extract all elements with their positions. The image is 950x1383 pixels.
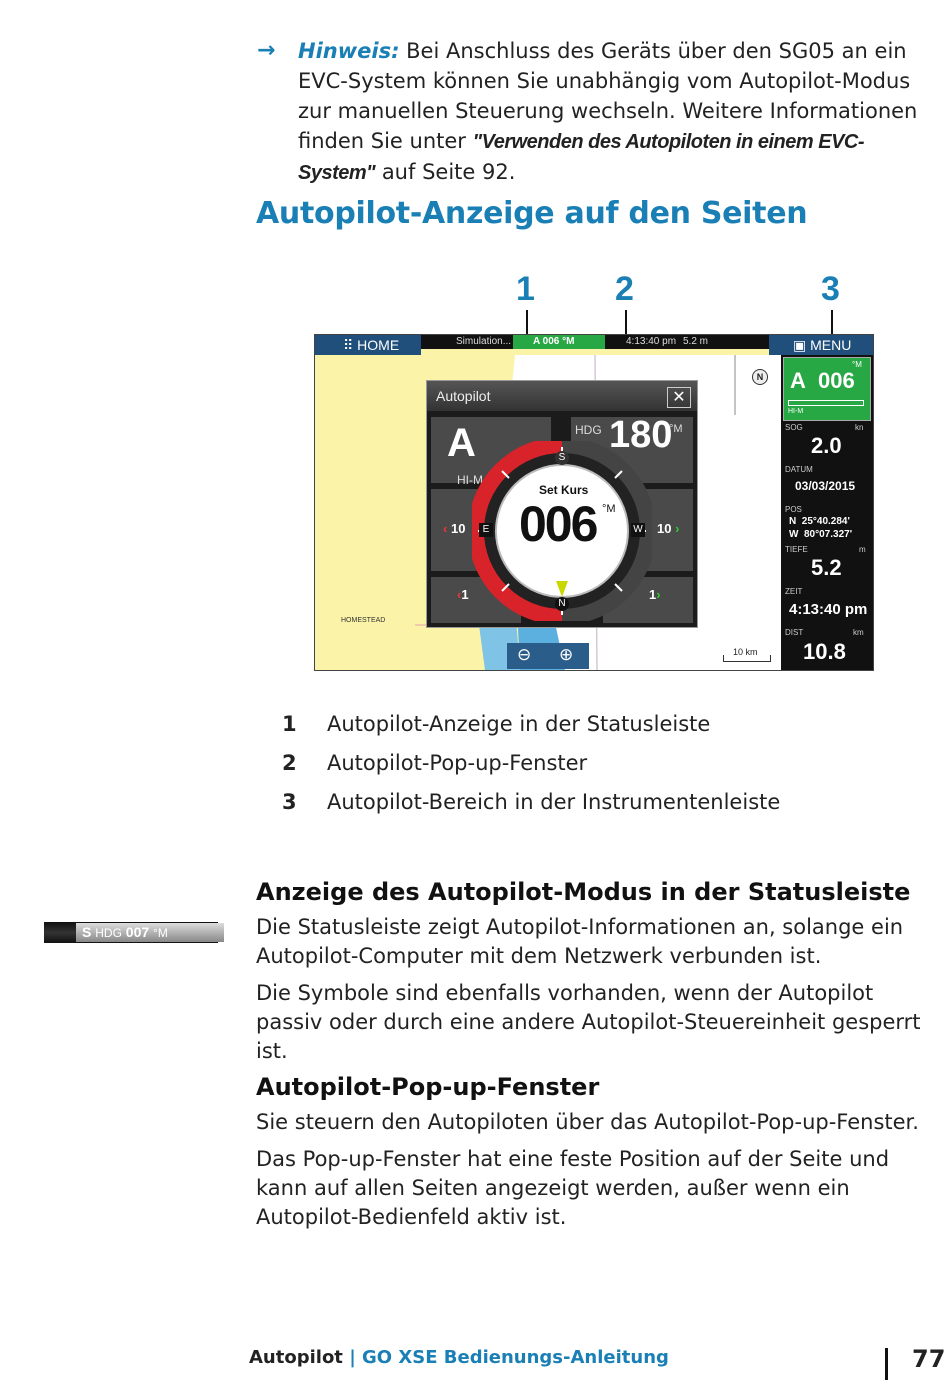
scale-label: 10 km [733, 647, 758, 657]
callout-2: 2 [615, 270, 634, 308]
dist-label: DIST [785, 628, 804, 637]
mode-sub: HI-M [457, 473, 483, 487]
compass-w: W [631, 523, 645, 537]
sog-value: 2.0 [811, 433, 842, 458]
callout-1: 1 [516, 270, 535, 308]
popup-header [427, 381, 697, 411]
callout-3: 3 [821, 270, 840, 308]
statusbar-value: 007 [125, 924, 150, 940]
note-reference: "Verwenden des Autopiloten in einem EVC-System" [298, 131, 865, 184]
dist-unit: km [853, 628, 864, 637]
time-value: 4:13:40 pm [789, 601, 868, 618]
status-bar [421, 335, 769, 349]
popup-title: Autopilot [436, 388, 491, 404]
time-label: ZEIT [785, 587, 803, 596]
pos-label: POS [785, 505, 802, 514]
statusbar-mode: S [82, 924, 92, 940]
depth-value: 5.2 [811, 555, 842, 580]
panel-ap-value: 006 [818, 368, 855, 393]
pos-w: W 80°07.327' [789, 529, 853, 540]
compass-e: E [479, 523, 493, 537]
panel-ap-sub: HI-M [788, 408, 804, 415]
compass-s: S [555, 451, 569, 465]
paragraph-popup-1: Sie steuern den Autopiloten über das Autopilot-Pop-up-Fenster. [256, 1110, 919, 1134]
set-course-value: 006 [519, 496, 597, 552]
zoom-controls [507, 643, 589, 669]
footer [249, 1347, 669, 1368]
status-simulation: Simulation... [456, 336, 512, 347]
minus-1-label: ‹1 [457, 587, 469, 602]
footer-manual: GO XSE Bedienungs-Anleitung [362, 1347, 669, 1368]
page-number: 77 [912, 1345, 946, 1373]
paragraph-popup-2: Das Pop-up-Fenster hat eine feste Position auf der Seite und kann auf allen Seiten angezeigt werden, außer wenn ein Autopilot-Bedienfeld aktiv ist. [256, 1147, 890, 1229]
legend-num-2: 2 [282, 751, 297, 775]
legend-num-1: 1 [282, 712, 297, 736]
set-course-label: Set Kurs [539, 483, 589, 497]
north-up-icon[interactable]: N [752, 369, 768, 385]
instrument-bar [781, 355, 873, 670]
footer-separator: | [342, 1347, 363, 1368]
pos-n: N 25°40.284' [789, 516, 850, 527]
mode-value: A [447, 421, 476, 465]
subsection-title-popup: Autopilot-Pop-up-Fenster [256, 1073, 600, 1101]
statusbar-unit: °M [153, 926, 168, 940]
arrow-right-icon: → [257, 38, 276, 63]
legend-text-3: Autopilot-Bereich in der Instrumentenleiste [327, 790, 781, 814]
minus-10-label: ‹ 10 [443, 521, 466, 536]
section-title: Autopilot-Anzeige auf den Seiten [256, 196, 808, 231]
plus-1-label: 1› [649, 587, 661, 602]
home-label: HOME [357, 337, 400, 353]
datum-label: DATUM [785, 465, 813, 474]
hdg-value: 180 [609, 414, 673, 456]
panel-ap-unit: °M [852, 360, 862, 369]
depth-label: TIEFE [785, 545, 808, 554]
hdg-label: HDG [575, 423, 602, 437]
menu-icon: ▣ [793, 337, 807, 353]
paragraph-statusbar-2: Die Symbole sind ebenfalls vorhanden, wenn der Autopilot passiv oder durch eine andere Autopilot-Steuereinheit gesperrt ist. [256, 981, 921, 1063]
set-course-unit: °M [602, 503, 616, 515]
sog-label: SOG [785, 423, 803, 432]
hdg-unit: °M [669, 423, 683, 435]
home-button[interactable] [315, 335, 421, 355]
status-autopilot[interactable]: A 006 °M [513, 335, 605, 349]
zoom-out-icon[interactable]: ⊖ [517, 645, 532, 664]
zoom-in-icon[interactable]: ⊕ [559, 645, 574, 664]
datum-value: 03/03/2015 [795, 479, 856, 493]
plus-10-label: 10 › [657, 521, 680, 536]
autopilot-popup [426, 380, 698, 628]
map-place-label: HOMESTEAD [341, 617, 386, 624]
paragraph-statusbar-1: Die Statusleiste zeigt Autopilot-Informationen an, solange ein Autopilot-Computer mit dem Netzwerk verbunden ist. [256, 915, 904, 968]
sog-unit: kn [855, 423, 864, 432]
note-keyword: Hinweis: [298, 39, 400, 63]
dist-value: 10.8 [803, 639, 846, 664]
subsection-title-statusbar: Anzeige des Autopilot-Modus in der Statusleiste [256, 878, 911, 906]
footer-divider [885, 1348, 888, 1380]
status-time: 4:13:40 pm [626, 336, 677, 347]
depth-unit: m [859, 545, 866, 554]
panel-ap-scale [788, 400, 864, 406]
legend-text-1: Autopilot-Anzeige in der Statusleiste [327, 712, 711, 736]
menu-button[interactable] [769, 335, 873, 355]
menu-label: MENU [810, 337, 852, 353]
compass-n: N [555, 597, 569, 611]
status-depth: 5.2 m [683, 336, 709, 347]
statusbar-example [44, 922, 218, 943]
chartplotter-screenshot [314, 334, 874, 671]
note-text: Bei Anschluss des Geräts über den SG05 an ein EVC-System können Sie unabhängig vom Autopilot-Modus zur manuellen Steuerung wechseln. Weitere Informationen finden Sie unter [298, 39, 918, 153]
legend-text-2: Autopilot-Pop-up-Fenster [327, 751, 588, 775]
close-icon[interactable]: ✕ [667, 387, 691, 408]
statusbar-example-inner [76, 923, 224, 942]
statusbar-label: HDG [95, 926, 122, 940]
footer-chapter: Autopilot [249, 1347, 343, 1368]
grid-icon: ⠿ [343, 337, 354, 353]
panel-autopilot[interactable] [783, 357, 871, 421]
note-text-after: auf Seite 92. [375, 160, 516, 184]
legend-num-3: 3 [282, 790, 297, 814]
panel-ap-mode: A [790, 368, 806, 393]
